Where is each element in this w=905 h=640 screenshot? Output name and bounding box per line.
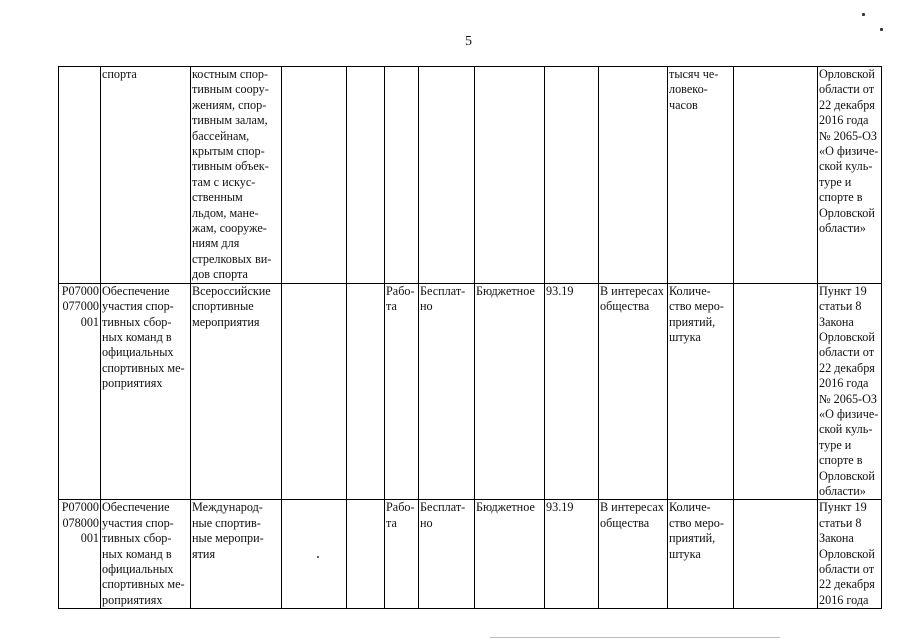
cell-okved: 93.19 bbox=[545, 500, 599, 609]
cell-service-content: Международ- ные спортив- ные меропри- ятия bbox=[191, 500, 282, 609]
cell-service-content: Всероссийские спортивные мероприятия bbox=[191, 283, 282, 500]
cell-type: Рабо- та bbox=[385, 500, 419, 609]
cell-service-name: Обеспечение участия спор- тивных сбор- ных команд в официальных спортивных ме- роприятиях bbox=[101, 283, 191, 500]
cell-service-name: Обеспечение участия спор- тивных сбор- ных команд в официальных спортивных ме- роприятиях bbox=[101, 500, 191, 609]
cell-funding: Бюджетное bbox=[475, 283, 545, 500]
cell-empty bbox=[282, 67, 347, 284]
cell-empty bbox=[347, 500, 385, 609]
scan-speck bbox=[862, 13, 865, 16]
cell-service-content: костным спор- тивным соору- жениям, спор- тивным залам, бассейнам, крытым спор- тивным объек- там с искус- ственным льдом, мане- жам, сооруже- ниям для стрелковых ви- дов спорта bbox=[191, 67, 282, 284]
cell-legal-basis: Пункт 19 статьи 8 Закона Орловской области от 22 декабря 2016 года № 2065-ОЗ «О физиче- ской куль- туре и спорте в Орловской области» bbox=[818, 283, 882, 500]
cell-empty bbox=[347, 67, 385, 284]
cell-empty bbox=[347, 283, 385, 500]
cell-empty bbox=[282, 500, 347, 609]
cell-indicator: тысяч че- ловеко- часов bbox=[668, 67, 734, 284]
services-register-table bbox=[58, 66, 882, 609]
cell-consumers: В интересах общества bbox=[599, 500, 668, 609]
cell-type bbox=[385, 67, 419, 284]
table-row bbox=[59, 500, 882, 609]
cell-funding bbox=[475, 67, 545, 284]
cell-code: Р07000 077000 001 bbox=[59, 283, 101, 500]
cell-code bbox=[59, 67, 101, 284]
cell-empty bbox=[282, 283, 347, 500]
cell-payment bbox=[419, 67, 475, 284]
cell-legal-basis: Пункт 19 статьи 8 Закона Орловской области от 22 декабря 2016 года bbox=[818, 500, 882, 609]
cell-consumers bbox=[599, 67, 668, 284]
scan-speck bbox=[880, 28, 883, 31]
cell-okved: 93.19 bbox=[545, 283, 599, 500]
table-row bbox=[59, 67, 882, 284]
cell-indicator: Количе- ство меро- приятий, штука bbox=[668, 500, 734, 609]
cell-payment: Бесплат- но bbox=[419, 500, 475, 609]
table-row bbox=[59, 283, 882, 500]
cell-legal-basis: Орловской области от 22 декабря 2016 года № 2065-ОЗ «О физиче- ской куль- туре и спорте в Орловской области» bbox=[818, 67, 882, 284]
cell-service-name: спорта bbox=[101, 67, 191, 284]
footer-rule bbox=[490, 637, 780, 638]
cell-funding: Бюджетное bbox=[475, 500, 545, 609]
cell-consumers: В интересах общества bbox=[599, 283, 668, 500]
cell-type: Рабо- та bbox=[385, 283, 419, 500]
cell-okved bbox=[545, 67, 599, 284]
cell-indicator: Количе- ство меро- приятий, штука bbox=[668, 283, 734, 500]
cell-empty bbox=[734, 67, 818, 284]
cell-payment: Бесплат- но bbox=[419, 283, 475, 500]
cell-empty bbox=[734, 283, 818, 500]
page-number: 5 bbox=[465, 34, 472, 49]
cell-code: Р07000 078000 001 bbox=[59, 500, 101, 609]
cell-empty bbox=[734, 500, 818, 609]
